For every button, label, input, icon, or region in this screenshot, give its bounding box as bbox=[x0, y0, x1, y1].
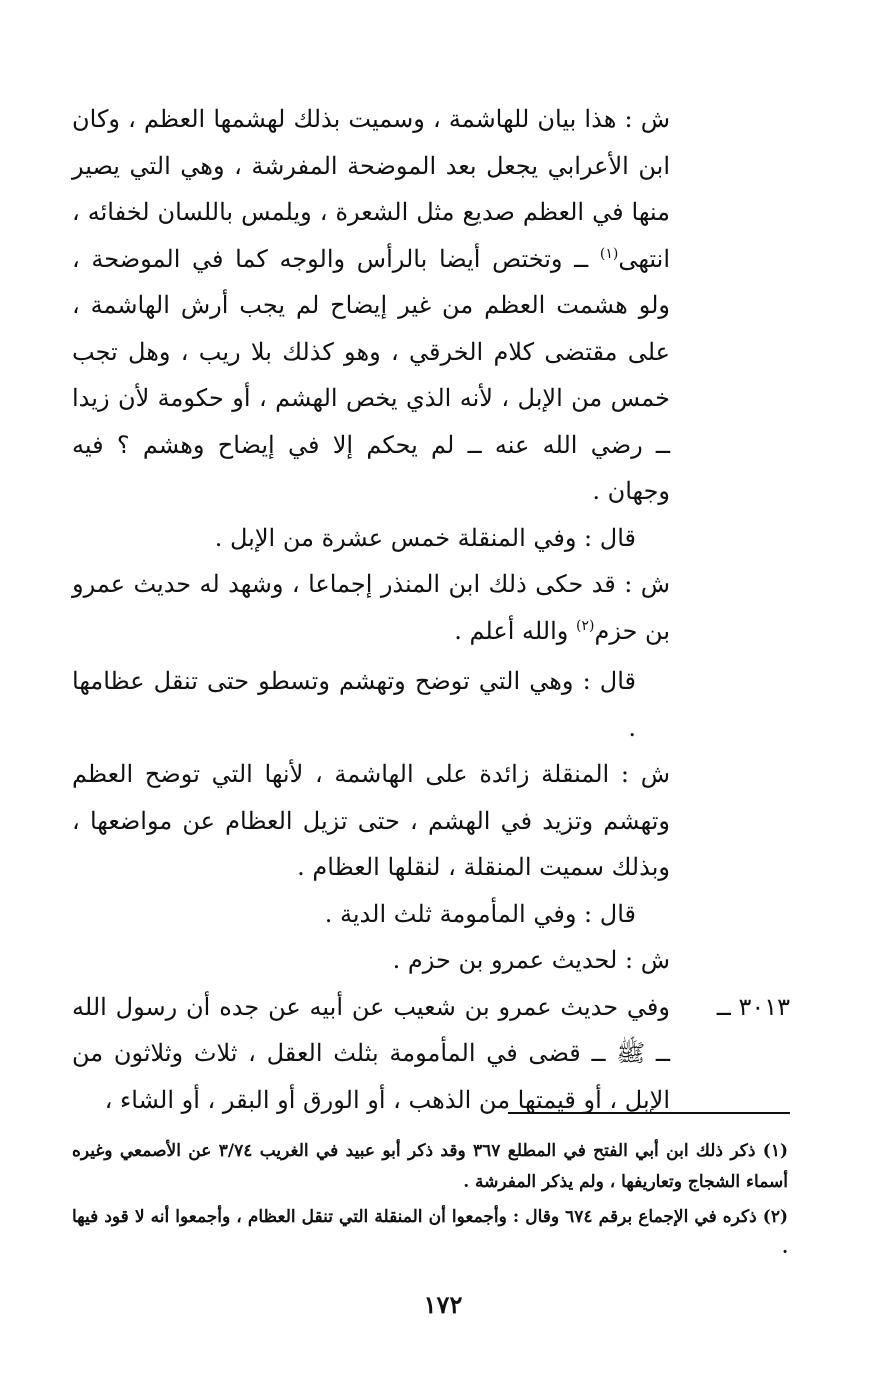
commentary-paragraph bbox=[72, 561, 670, 654]
footnote-divider bbox=[508, 1112, 790, 1114]
footnotes bbox=[72, 1136, 788, 1268]
paragraph-text: والله أعلم . bbox=[454, 616, 577, 645]
footnote-ref-2[interactable]: (٢) bbox=[576, 617, 595, 634]
paragraph-text: ش : قد حكى ذلك ابن المنذر إجماعا ، وشهد له حديث عمرو بن حزم bbox=[72, 570, 670, 645]
hadith-number: ٣٠١٣ ــ bbox=[716, 992, 790, 1021]
matn-line: قال : وفي المأمومة ثلث الدية . bbox=[324, 899, 636, 928]
commentary-paragraph bbox=[72, 96, 670, 515]
footnote-1: (١) ذكر ذلك ابن أبي الفتح في المطلع ٣٦٧ وقد ذكر أبو عبيد في الغريب ٣/٧٤ عن الأصمعي وغيره أسماء الشجاج وتعاريفها ، ولم يذكر المفرشة . bbox=[72, 1141, 789, 1192]
page-number: ١٧٢ bbox=[423, 1290, 463, 1319]
main-text bbox=[72, 96, 790, 1123]
footnote-2: (٢) ذكره في الإجماع برقم ٦٧٤ وقال : وأجمعوا أن المنقلة التي تنقل العظام ، وأجمعوا أنه لا قود فيها . bbox=[72, 1207, 788, 1258]
paragraph-text: ش : هذا بيان للهاشمة ، وسميت بذلك لهشمها العظم ، وكان ابن الأعرابي يجعل بعد الموضحة المفرشة ، وهي التي يصير منها في العظم صديع مثل الشعرة ، ويلمس باللسان لخفائه ، انتهى bbox=[72, 105, 670, 273]
hadith-paragraph bbox=[72, 984, 790, 1124]
commentary-paragraph: ش : لحديث عمرو بن حزم . bbox=[392, 946, 670, 974]
matn-line: قال : وفي المنقلة خمس عشرة من الإبل . bbox=[214, 523, 636, 552]
commentary-paragraph: ش : المنقلة زائدة على الهاشمة ، لأنها التي توضح العظم وتهشم وتزيد في الهشم ، حتى تزيل العظام عن مواضعها ، وبذلك سميت المنقلة ، لنقلها العظام . bbox=[72, 760, 670, 881]
matn-line: قال : وهي التي توضح وتهشم وتسطو حتى تنقل عظامها . bbox=[72, 667, 636, 742]
footnote-ref-1[interactable]: (١) bbox=[599, 245, 619, 262]
paragraph-text: وفي حديث عمرو بن شعيب عن أبيه عن جده أن رسول الله ــ ﷺ ــ قضى في المأمومة بثلث العقل ، ثلاث وثلاثون من الإبل ، أو قيمتها من الذهب ، أو الورق أو البقر ، أو الشاء ، bbox=[72, 992, 670, 1114]
paragraph-text: ــ وتختص أيضا بالرأس والوجه كما في الموضحة ، ولو هشمت العظم من غير إيضاح لم يجب أرش الهاشمة ، على مقتضى كلام الخرقي ، وهو كذلك بلا ريب ، وهل تجب خمس من الإبل ، لأنه الذي يخص الهشم ، أو حكومة لأن زيدا ــ رضي الله عنه ــ لم يحكم إلا في إيضاح وهشم ؟ فيه وجهان . bbox=[72, 244, 671, 505]
